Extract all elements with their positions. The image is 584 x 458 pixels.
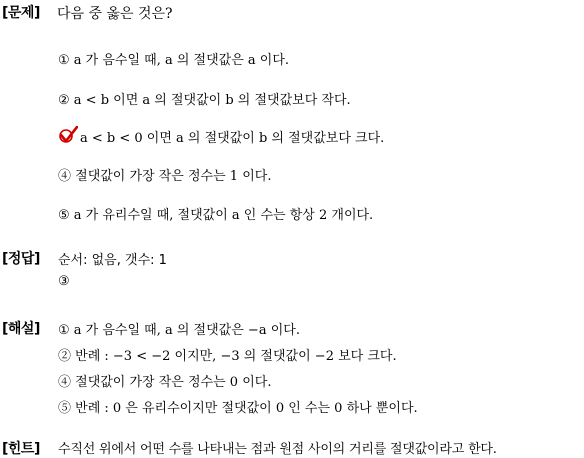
problem-label: [문제] bbox=[2, 5, 40, 21]
option-3[interactable]: a < b < 0 이면 a 의 절댓값이 b 의 절댓값보다 크다. bbox=[80, 131, 385, 146]
option-4[interactable]: ④ 절댓값이 가장 작은 정수는 1 이다. bbox=[58, 169, 272, 184]
option-5[interactable]: ⑤ a 가 유리수일 때, 절댓값이 a 인 수는 항상 2 개이다. bbox=[58, 208, 374, 223]
explanation-line-1: ① a 가 음수일 때, a 의 절댓값은 −a 이다. bbox=[58, 323, 300, 338]
option-2[interactable]: ② a < b 이면 a 의 절댓값이 b 의 절댓값보다 작다. bbox=[58, 93, 351, 108]
hint-text: 수직선 위에서 어떤 수를 나타내는 점과 원점 사이의 거리를 절댓값이라고 한다. bbox=[58, 442, 497, 457]
answer-value: ③ bbox=[58, 274, 70, 289]
answer-order-count: 순서: 없음, 갯수: 1 bbox=[58, 253, 167, 268]
explanation-line-4: ⑤ 반례 : 0 은 유리수이지만 절댓값이 0 인 수는 0 하나 뿐이다. bbox=[58, 401, 418, 416]
hint-label: [힌트] bbox=[2, 441, 40, 457]
explanation-line-3: ④ 절댓값이 가장 작은 정수는 0 이다. bbox=[58, 375, 272, 390]
checkmark-icon bbox=[58, 126, 78, 144]
option-1[interactable]: ① a 가 음수일 때, a 의 절댓값은 a 이다. bbox=[58, 53, 290, 68]
answer-label: [정답] bbox=[2, 251, 40, 267]
explanation-label: [해설] bbox=[2, 321, 40, 337]
explanation-line-2: ② 반례 : −3 < −2 이지만, −3 의 절댓값이 −2 보다 크다. bbox=[58, 349, 397, 364]
question-text: 다음 중 옳은 것은? bbox=[57, 6, 173, 22]
